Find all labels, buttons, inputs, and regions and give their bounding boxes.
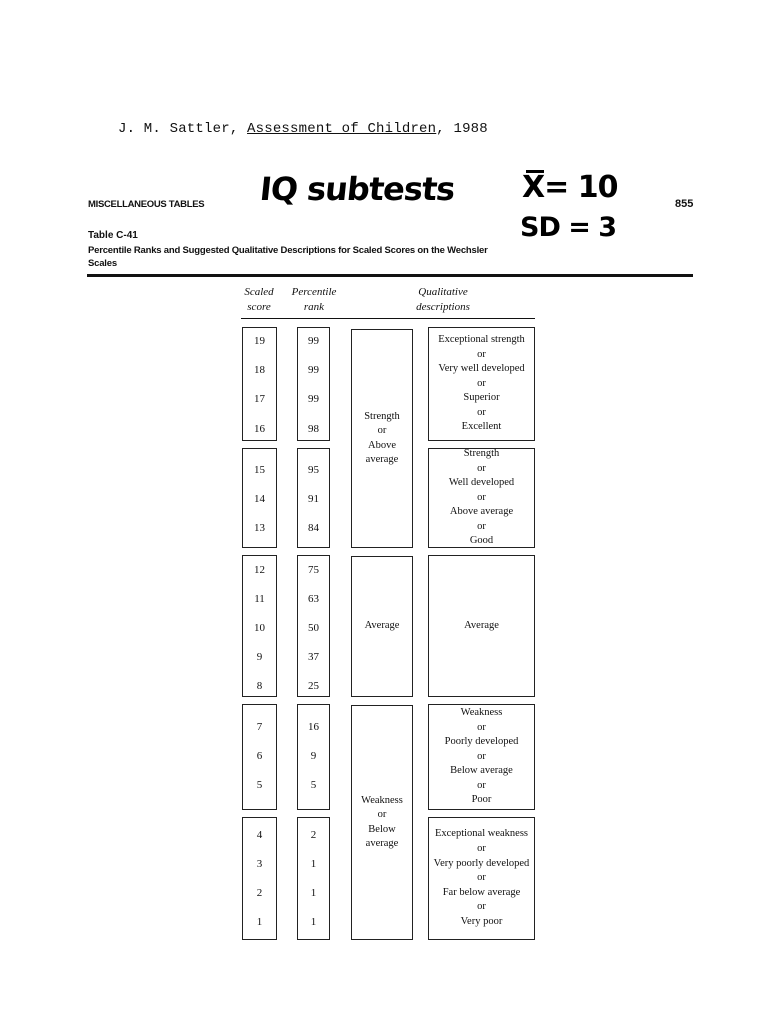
qualitative-description-line: Far below average — [442, 886, 521, 898]
scaled-score-value: 3 — [256, 858, 263, 870]
scaled-score-value: 10 — [254, 622, 265, 634]
percentile-rank-value: 1 — [310, 887, 317, 899]
scaled-score-value: 5 — [256, 779, 263, 791]
scaled-score-value: 17 — [254, 393, 265, 405]
percentile-rank-value: 99 — [308, 364, 319, 376]
scaled-score-value: 2 — [256, 887, 263, 899]
qualitative-description-line: Strength — [463, 447, 500, 459]
qualitative-description-line: Exceptional strength — [438, 333, 525, 345]
qualitative-description-group — [428, 817, 535, 940]
scaled-score-value: 1 — [256, 916, 263, 928]
qualitative-description-line: or — [477, 520, 486, 532]
header-percentile-rank — [286, 285, 342, 315]
qualitative-description-line: or — [477, 872, 486, 884]
handwritten-mean: X= 10 — [522, 170, 618, 205]
header-scaled-line2: score — [247, 301, 271, 313]
percentile-rank-value: 1 — [310, 858, 317, 870]
qualitative-description-line: Very poor — [460, 915, 503, 927]
handwritten-note: IQ subtests — [258, 170, 457, 208]
performance-level-group — [351, 556, 413, 697]
header-pct-line2: rank — [303, 301, 325, 313]
qualitative-description-line: Poorly developed — [444, 736, 519, 748]
scaled-score-value: 19 — [254, 335, 265, 347]
qualitative-description-line: Poor — [471, 794, 492, 806]
qualitative-description-group — [428, 555, 535, 697]
percentile-rank-value: 16 — [308, 721, 319, 733]
scaled-score-value: 12 — [254, 564, 265, 576]
percentile-rank-value: 75 — [308, 564, 319, 576]
qualitative-description-line: Weakness — [460, 706, 503, 718]
header-qual-line2: descriptions — [416, 301, 470, 313]
scaled-score-value: 14 — [254, 493, 265, 505]
percentile-rank-value: 95 — [308, 464, 319, 476]
citation-title: Assessment of Children — [247, 121, 437, 137]
percentile-rank-value: 99 — [308, 393, 319, 405]
qualitative-description-line: Exceptional weakness — [434, 828, 528, 840]
scaled-score-value: 16 — [254, 423, 265, 435]
citation — [118, 121, 488, 137]
header-scaled-line1: Scaled — [244, 286, 274, 298]
performance-level-group — [351, 705, 413, 940]
qualitative-description-line: or — [477, 462, 486, 474]
qualitative-description-line: Superior — [463, 392, 500, 404]
qualitative-description-line: or — [477, 348, 486, 360]
qualitative-description-line: or — [477, 779, 486, 791]
scaled-score-group — [242, 327, 277, 441]
performance-level-line: Below — [368, 823, 396, 835]
table-title: Percentile Ranks and Suggested Qualitative Descriptions for Scaled Scores on the Wechsler Scales — [88, 245, 488, 269]
qualitative-description-line: Above average — [449, 506, 514, 518]
percentile-rank-value: 5 — [310, 779, 317, 791]
performance-level-line: Average — [364, 620, 400, 632]
qualitative-description-line: or — [477, 406, 486, 418]
performance-level-line: or — [377, 425, 387, 436]
performance-level-line: Above — [368, 439, 396, 451]
handwritten-sd: SD = 3 — [520, 212, 617, 243]
performance-level-line: average — [365, 838, 399, 849]
qualitative-description-line: Very well developed — [438, 363, 525, 375]
header-qual-line1: Qualitative — [418, 286, 468, 298]
scaled-score-group — [242, 817, 277, 940]
percentile-rank-value: 37 — [308, 651, 319, 663]
scaled-score-value: 6 — [256, 750, 263, 762]
percentile-rank-group — [297, 555, 330, 697]
qualitative-description-line: Good — [469, 535, 494, 547]
scaled-score-value: 18 — [254, 364, 265, 376]
qualitative-description-line: Below average — [450, 765, 513, 777]
header-pct-line1: Percentile — [291, 286, 337, 298]
qualitative-description-line: or — [477, 901, 486, 913]
qualitative-description-line: or — [477, 377, 486, 389]
scaled-score-value: 13 — [254, 522, 265, 534]
performance-level-line: Weakness — [361, 794, 403, 806]
percentile-rank-group — [297, 448, 330, 548]
percentile-rank-value: 91 — [308, 493, 319, 505]
percentile-rank-group — [297, 817, 330, 940]
percentile-rank-value: 99 — [308, 335, 319, 347]
scaled-score-value: 11 — [254, 593, 265, 605]
performance-level-line: average — [365, 454, 399, 465]
running-head: MISCELLANEOUS TABLES — [88, 199, 205, 210]
qualitative-description-line: or — [477, 750, 486, 762]
scaled-score-group — [242, 448, 277, 548]
qualitative-description-group — [428, 448, 535, 548]
percentile-rank-value: 84 — [308, 522, 319, 534]
header-qualitative-descriptions — [398, 285, 488, 315]
header-rule — [241, 318, 535, 319]
percentile-rank-value: 1 — [310, 916, 317, 928]
percentile-rank-group — [297, 704, 330, 810]
performance-level-line: or — [377, 809, 387, 820]
qualitative-description-line: or — [477, 721, 486, 733]
scaled-score-value: 4 — [256, 829, 263, 841]
qualitative-description-line: Very poorly developed — [433, 857, 530, 869]
qualitative-description-line: Well developed — [448, 477, 515, 489]
percentile-rank-value: 9 — [310, 750, 317, 762]
percentile-rank-value: 50 — [308, 622, 319, 634]
qualitative-description-line: or — [477, 843, 486, 855]
scaled-score-value: 9 — [256, 651, 263, 663]
performance-level-line: Strength — [364, 410, 400, 422]
percentile-rank-value: 63 — [308, 593, 319, 605]
header-scaled-score — [236, 285, 282, 315]
percentile-rank-group — [297, 327, 330, 441]
qualitative-description-line: Average — [464, 619, 499, 631]
scaled-score-value: 15 — [254, 464, 265, 476]
percentile-rank-value: 2 — [310, 829, 317, 841]
scaled-score-value: 7 — [256, 721, 263, 733]
performance-level-group — [351, 329, 413, 548]
scaled-score-group — [242, 704, 277, 810]
table-number: Table C-41 — [88, 230, 138, 241]
title-rule — [87, 274, 693, 277]
qualitative-description-group — [428, 704, 535, 810]
scaled-score-group — [242, 555, 277, 697]
citation-author: J. M. Sattler, — [118, 121, 248, 137]
percentile-rank-value: 98 — [308, 423, 319, 435]
qualitative-description-group — [428, 327, 535, 441]
scaled-score-value: 8 — [256, 680, 263, 692]
page-number: 855 — [675, 198, 694, 210]
qualitative-description-line: or — [477, 491, 486, 503]
citation-year: , 1988 — [436, 121, 488, 137]
qualitative-description-line: Excellent — [461, 421, 502, 433]
percentile-rank-value: 25 — [308, 680, 319, 692]
